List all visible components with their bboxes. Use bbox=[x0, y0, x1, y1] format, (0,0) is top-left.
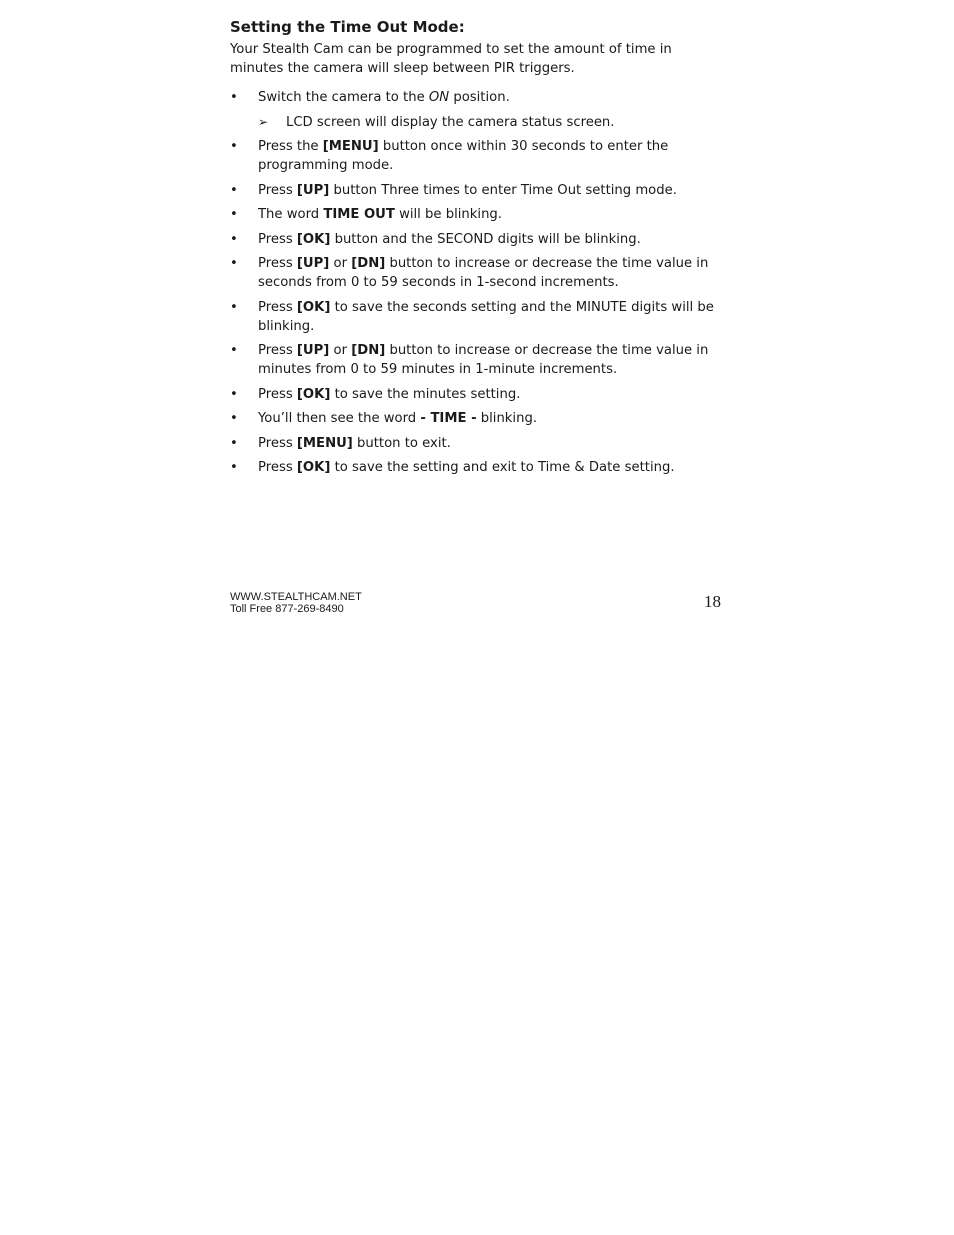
list-item bbox=[230, 137, 720, 175]
list-item-text: Press the [MENU] button once within 30 seconds to enter the programming mode. bbox=[258, 139, 669, 173]
footer-website: WWW.STEALTHCAM.NET bbox=[230, 591, 362, 603]
list-item bbox=[230, 409, 720, 428]
list-item-text: Press [OK] to save the setting and exit to Time & Date setting. bbox=[258, 460, 675, 475]
bullet-icon: • bbox=[230, 386, 238, 402]
bullet-icon: • bbox=[230, 343, 238, 358]
list-item-text: Press [UP] button Three times to enter Time Out setting mode. bbox=[258, 182, 677, 198]
list-item-text: The word TIME OUT will be blinking. bbox=[258, 207, 502, 222]
bullet-icon: • bbox=[230, 435, 238, 451]
bullet-icon: • bbox=[230, 207, 238, 222]
list-item-text: Press [OK] to save the minutes setting. bbox=[258, 386, 521, 402]
list-item bbox=[230, 434, 720, 453]
bullet-icon: • bbox=[230, 139, 238, 154]
list-item-text: Press [OK] button and the SECOND digits will be blinking. bbox=[258, 231, 641, 247]
bullet-icon: • bbox=[230, 299, 238, 315]
list-item bbox=[230, 298, 720, 336]
bullet-icon: • bbox=[230, 231, 238, 247]
bullet-icon: • bbox=[230, 90, 238, 105]
list-item-text: Press [UP] or [DN] button to increase or decrease the time value in seconds from 0 to 59 seconds in 1-second increments. bbox=[258, 256, 709, 290]
section-heading-text: Setting the Time Out Mode: bbox=[230, 19, 465, 36]
instruction-list bbox=[230, 88, 720, 483]
list-item bbox=[230, 205, 720, 224]
list-item bbox=[230, 230, 720, 249]
list-item bbox=[230, 88, 720, 107]
sub-list-item bbox=[230, 113, 720, 132]
list-item bbox=[230, 181, 720, 200]
footer-contact bbox=[230, 591, 362, 615]
bullet-icon: • bbox=[230, 182, 238, 198]
arrow-bullet-icon: ➢ bbox=[258, 114, 269, 129]
list-item-text: Press [MENU] button to exit. bbox=[258, 435, 451, 451]
list-item bbox=[230, 254, 720, 292]
page-number: 18 bbox=[704, 592, 721, 611]
intro-paragraph: Your Stealth Cam can be programmed to set the amount of time in minutes the camera will sleep between PIR triggers. bbox=[230, 42, 672, 76]
list-item-text: Switch the camera to the ON position. bbox=[258, 90, 510, 105]
list-item-text: You’ll then see the word - TIME - blinking. bbox=[258, 411, 538, 426]
bullet-icon: • bbox=[230, 460, 238, 475]
list-item bbox=[230, 341, 720, 379]
footer-phone: Toll Free 877-269-8490 bbox=[230, 603, 344, 615]
list-item bbox=[230, 458, 720, 477]
list-item-text: LCD screen will display the camera status screen. bbox=[286, 114, 615, 130]
list-item-text: Press [OK] to save the seconds setting and the MINUTE digits will be blinking. bbox=[258, 299, 714, 334]
list-item bbox=[230, 385, 720, 404]
bullet-icon: • bbox=[230, 256, 238, 271]
section-heading bbox=[230, 19, 710, 38]
bullet-icon: • bbox=[230, 411, 238, 426]
list-item-text: Press [UP] or [DN] button to increase or decrease the time value in minutes from 0 to 59 minutes in 1-minute increments. bbox=[258, 343, 709, 377]
